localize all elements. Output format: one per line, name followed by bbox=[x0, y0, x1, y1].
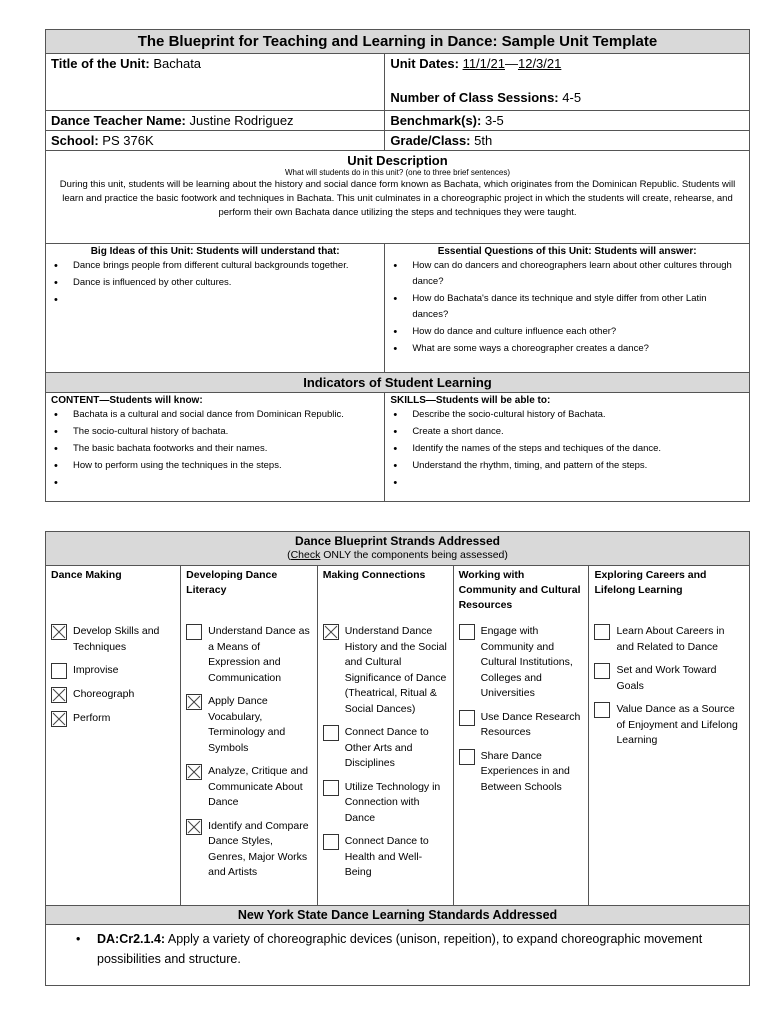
unit-title-label: Title of the Unit: bbox=[51, 56, 150, 71]
teacher-cell bbox=[46, 111, 385, 131]
big-idea-item bbox=[51, 292, 379, 308]
checkbox-icon[interactable] bbox=[323, 780, 339, 796]
checked-checkbox-icon[interactable] bbox=[51, 711, 67, 727]
content-item: • How to perform using the techniques in the steps. bbox=[51, 458, 379, 474]
school-label: School: bbox=[51, 133, 99, 148]
strand-item-label: Connect Dance to Other Arts and Disciplines bbox=[344, 726, 429, 769]
strand-checkbox-item bbox=[51, 624, 175, 655]
question-item: • What are some ways a choreographer creates a dance? bbox=[390, 341, 744, 357]
strand-checkbox-item bbox=[51, 687, 175, 703]
benchmark-label: Benchmark(s): bbox=[390, 113, 482, 128]
strand-checkbox-item bbox=[323, 780, 448, 827]
checkbox-icon[interactable] bbox=[186, 624, 202, 640]
teacher-value: Justine Rodriguez bbox=[189, 113, 294, 128]
big-idea-item: • Dance is influenced by other cultures. bbox=[51, 275, 379, 291]
strand-checkbox-item bbox=[323, 725, 448, 772]
standard-text: Apply a variety of choreographic devices (unison, repeition), to expand choreographic movement possibilities and structure. bbox=[97, 932, 703, 966]
checked-checkbox-icon[interactable] bbox=[51, 624, 67, 640]
strands-sub-rest: ONLY the components being assessed) bbox=[320, 549, 508, 561]
strand-item-label: Choreograph bbox=[73, 688, 135, 700]
unit-description-heading: Unit Description bbox=[347, 153, 448, 168]
big-ideas-cell bbox=[46, 244, 385, 373]
checked-checkbox-icon[interactable] bbox=[323, 624, 339, 640]
skills-list bbox=[390, 407, 744, 491]
big-idea-item: • Dance brings people from different cultural backgrounds together. bbox=[51, 258, 379, 274]
strand-column bbox=[589, 566, 750, 906]
strand-column-title: Dance Making bbox=[51, 569, 122, 581]
strands-table bbox=[45, 531, 750, 986]
strand-item-label: Set and Work Toward Goals bbox=[616, 664, 717, 692]
unit-date-end: 12/3/21 bbox=[517, 56, 562, 71]
strand-checkbox-item bbox=[186, 624, 312, 686]
content-item bbox=[51, 475, 379, 491]
content-item: • Bachata is a cultural and social dance from Dominican Republic. bbox=[51, 407, 379, 423]
unit-template-table bbox=[45, 29, 750, 502]
big-ideas-list bbox=[51, 258, 379, 308]
checkbox-icon[interactable] bbox=[459, 624, 475, 640]
strand-checkbox-item bbox=[323, 834, 448, 881]
standards-cell bbox=[46, 925, 750, 986]
essential-questions-heading: Essential Questions of this Unit: Students will answer: bbox=[437, 246, 697, 257]
checkbox-icon[interactable] bbox=[51, 663, 67, 679]
strand-item-label: Identify and Compare Dance Styles, Genres, Major Works and Artists bbox=[208, 819, 309, 878]
strand-item-label: Perform bbox=[73, 712, 111, 724]
strand-checkbox-item bbox=[186, 819, 312, 881]
checked-checkbox-icon[interactable] bbox=[186, 819, 202, 835]
checkbox-icon[interactable] bbox=[594, 624, 610, 640]
question-item: • How do Bachata's dance its technique and style differ from other Latin dances? bbox=[390, 291, 744, 323]
strands-check-word: Check bbox=[290, 549, 321, 561]
standards-heading: New York State Dance Learning Standards Addressed bbox=[46, 906, 750, 925]
unit-description-cell bbox=[46, 151, 750, 244]
strand-item-label: Improvise bbox=[73, 664, 119, 676]
strand-item-label: Understand Dance as a Means of Expression and Communication bbox=[208, 625, 310, 684]
standard-item bbox=[52, 929, 743, 969]
checkbox-icon[interactable] bbox=[459, 749, 475, 765]
unit-dates-cell bbox=[385, 54, 750, 111]
skill-item: • Describe the socio-cultural history of Bachata. bbox=[390, 407, 744, 423]
strands-sub-open: ( bbox=[287, 549, 291, 561]
checkbox-icon[interactable] bbox=[594, 663, 610, 679]
sessions-label: Number of Class Sessions: bbox=[390, 90, 559, 105]
skill-item: • Identify the names of the steps and techiques of the dance. bbox=[390, 441, 744, 457]
strand-item-label: Apply Dance Vocabulary, Terminology and Symbols bbox=[208, 695, 286, 754]
grade-cell bbox=[385, 131, 750, 151]
benchmark-cell bbox=[385, 111, 750, 131]
grade-value: 5th bbox=[474, 133, 493, 148]
checkbox-icon[interactable] bbox=[459, 710, 475, 726]
teacher-label: Dance Teacher Name: bbox=[51, 113, 186, 128]
skill-item bbox=[390, 475, 744, 491]
strand-column-title: Exploring Careers and Lifelong Learning bbox=[594, 569, 707, 596]
essential-questions-cell bbox=[385, 244, 750, 373]
question-item: • How can do dancers and choreographers learn about other cultures through dance? bbox=[390, 258, 744, 290]
standard-bullet: • bbox=[76, 932, 81, 946]
indicators-heading: Indicators of Student Learning bbox=[46, 373, 750, 393]
strand-item-label: Engage with Community and Cultural Institutions, Colleges and Universities bbox=[480, 625, 573, 699]
strand-item-label: Share Dance Experiences in and Between Schools bbox=[480, 749, 570, 793]
strand-checkbox-item bbox=[51, 711, 175, 727]
unit-date-separator: — bbox=[504, 56, 518, 71]
strand-item-label: Learn About Careers in and Related to Dance bbox=[616, 625, 725, 653]
strand-item-label: Understand Dance History and the Social and Cultural Significance of Dance (Theatrical, Ritual & Social Dances) bbox=[344, 625, 447, 715]
strand-column bbox=[181, 566, 318, 906]
strand-checkbox-item bbox=[186, 694, 312, 756]
skills-cell bbox=[385, 393, 750, 502]
unit-dates-label: Unit Dates: bbox=[390, 56, 459, 71]
content-cell bbox=[46, 393, 385, 502]
checkbox-icon[interactable] bbox=[323, 834, 339, 850]
strand-checkbox-item bbox=[459, 624, 584, 702]
strand-checkbox-item bbox=[594, 624, 744, 655]
checked-checkbox-icon[interactable] bbox=[51, 687, 67, 703]
big-ideas-heading: Big Ideas of this Unit: Students will understand that: bbox=[90, 246, 340, 257]
unit-description-text: During this unit, students will be learning about the history and social dance form known as Bachata, which originates from the Dominican Republic. Students will learn and practice the basic footwork and techniques in Bachata. This unit culminates in a choreographic project in which the students will create, rehearse, and perform their own Bachata dance utilizing the steps and techniques they were taught. bbox=[59, 179, 736, 218]
essential-questions-list bbox=[390, 258, 744, 357]
content-item: • The socio-cultural history of bachata. bbox=[51, 424, 379, 440]
strand-item-label: Analyze, Critique and Communicate About Dance bbox=[208, 765, 308, 808]
strand-column bbox=[453, 566, 589, 906]
strand-checkbox-item bbox=[186, 764, 312, 811]
strand-item-label: Value Dance as a Source of Enjoyment and Lifelong Learning bbox=[616, 703, 738, 746]
strand-checkbox-item bbox=[323, 624, 448, 717]
checkbox-icon[interactable] bbox=[594, 702, 610, 718]
unit-title-cell bbox=[46, 54, 385, 111]
unit-date-start: 11/1/21 bbox=[462, 56, 505, 71]
school-cell bbox=[46, 131, 385, 151]
question-item: • How do dance and culture influence each other? bbox=[390, 324, 744, 340]
skill-item: • Create a short dance. bbox=[390, 424, 744, 440]
strand-column-title: Working with Community and Cultural Resources bbox=[458, 569, 581, 611]
skills-heading: SKILLS—Students will be able to: bbox=[390, 395, 551, 406]
content-list bbox=[51, 407, 379, 491]
strand-checkbox-item bbox=[594, 702, 744, 749]
strand-checkbox-item bbox=[459, 710, 584, 741]
strand-item-label: Connect Dance to Health and Well-Being bbox=[344, 835, 429, 878]
strand-column bbox=[317, 566, 453, 906]
unit-title-value: Bachata bbox=[153, 56, 202, 71]
template-title: The Blueprint for Teaching and Learning in Dance: Sample Unit Template bbox=[46, 30, 750, 54]
strand-column bbox=[46, 566, 181, 906]
content-heading: CONTENT—Students will know: bbox=[51, 395, 203, 406]
strand-column-title: Developing Dance Literacy bbox=[186, 569, 278, 596]
benchmark-value: 3-5 bbox=[484, 113, 504, 128]
strand-checkbox-item bbox=[594, 663, 744, 694]
strands-subheading bbox=[51, 548, 744, 562]
content-item: • The basic bachata footworks and their names. bbox=[51, 441, 379, 457]
strand-item-label: Develop Skills and Techniques bbox=[73, 625, 160, 653]
strands-heading-cell bbox=[46, 532, 750, 566]
standard-code: DA:Cr2.1.4: bbox=[97, 932, 166, 946]
strand-column-title: Making Connections bbox=[322, 569, 426, 581]
strand-checkbox-item bbox=[51, 663, 175, 679]
school-value: PS 376K bbox=[102, 133, 154, 148]
skill-item: • Understand the rhythm, timing, and pattern of the steps. bbox=[390, 458, 744, 474]
strands-columns-row bbox=[46, 566, 750, 906]
strand-item-label: Utilize Technology in Connection with Dance bbox=[344, 780, 441, 824]
checked-checkbox-icon[interactable] bbox=[186, 764, 202, 780]
sessions-value: 4-5 bbox=[562, 90, 582, 105]
checked-checkbox-icon[interactable] bbox=[186, 694, 202, 710]
strands-heading: Dance Blueprint Strands Addressed bbox=[295, 534, 500, 548]
checkbox-icon[interactable] bbox=[323, 725, 339, 741]
strand-item-label: Use Dance Research Resources bbox=[480, 710, 581, 738]
unit-description-prompt: What will students do in this unit? (one to three brief sentences) bbox=[284, 168, 510, 177]
grade-label: Grade/Class: bbox=[390, 133, 471, 148]
strand-checkbox-item bbox=[459, 749, 584, 796]
